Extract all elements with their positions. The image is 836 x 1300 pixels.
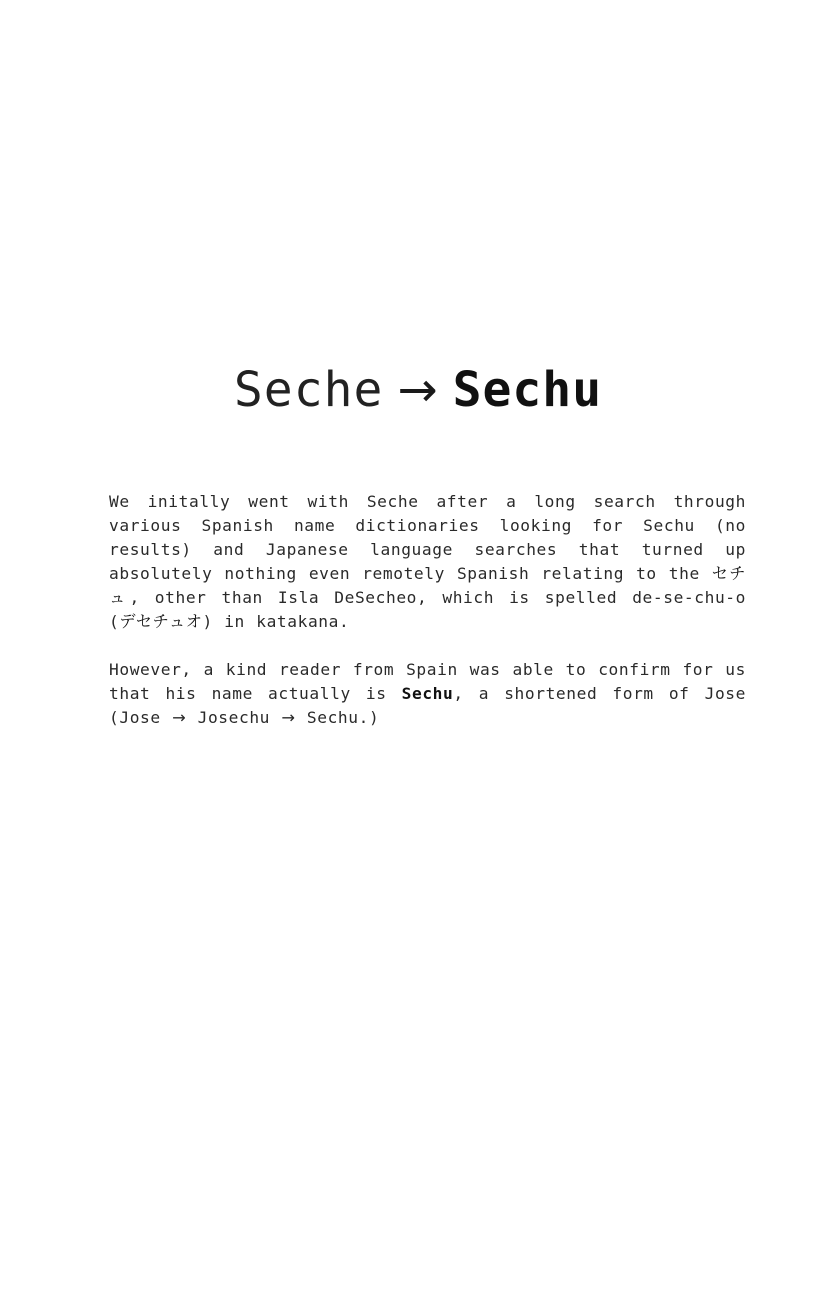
translation-note bbox=[109, 490, 746, 730]
paragraph-original-choice bbox=[109, 490, 746, 634]
page-title bbox=[0, 358, 836, 422]
old-name: Seche bbox=[233, 362, 384, 418]
right-arrow-icon: → bbox=[397, 362, 439, 418]
paragraph-1-text-b: , other than Isla DeSecheo, which is spelled de-se-chu-o ( bbox=[109, 588, 746, 631]
paragraph-1-text-c: ) in katakana. bbox=[202, 612, 350, 631]
paragraph-2-text-c: Josechu bbox=[186, 708, 282, 727]
paragraph-2-text-d: Sechu.) bbox=[295, 708, 380, 727]
katakana-desechuo: デセチュオ bbox=[119, 612, 203, 631]
paragraph-2-text-a: However, a kind reader from Spain was able to confirm for us that his name actually is bbox=[109, 660, 746, 703]
new-name: Sechu bbox=[452, 362, 603, 418]
arrow-icon: → bbox=[172, 708, 187, 727]
paragraph-1-text-a: We initally went with Seche after a long search through various Spanish name dictionaries looking for Sechu (no results) and Japanese language searches that turned up absolutely nothing even remotely Spanish relating to the bbox=[109, 492, 746, 583]
highlighted-name: Sechu bbox=[401, 684, 454, 703]
paragraph-correction bbox=[109, 658, 746, 730]
katakana-sechu: セチュ bbox=[109, 564, 746, 607]
arrow-icon: → bbox=[281, 708, 296, 727]
paragraph-2-text-b: , a shortened form of Jose (Jose bbox=[109, 684, 746, 727]
